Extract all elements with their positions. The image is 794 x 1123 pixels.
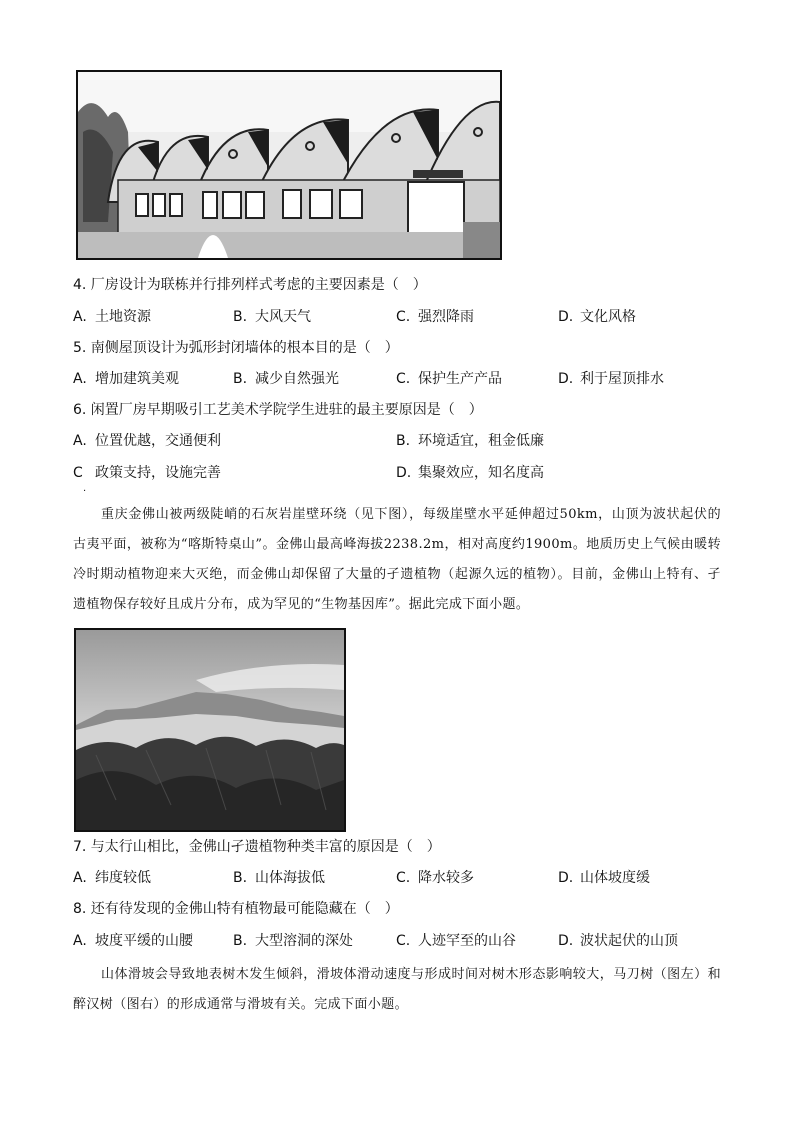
question-4-option-d[interactable]: D. 文化风格 bbox=[558, 309, 636, 325]
mountain-photo bbox=[74, 628, 346, 832]
question-8-option-a[interactable]: A. 坡度平缓的山腰 bbox=[73, 933, 193, 949]
stray-mark: · bbox=[83, 486, 87, 497]
question-6-option-c[interactable]: C 政策支持，设施完善 bbox=[73, 465, 221, 481]
question-6-option-d[interactable]: D. 集聚效应，知名度高 bbox=[396, 465, 544, 481]
passage-jinfoshan: 重庆金佛山被两级陡峭的石灰岩崖壁环绕（见下图），每级崖壁水平延伸超过50km，山顶为波状起伏的古夷平面，被称为“喀斯特桌山”。金佛山最高峰海拔2238.2m，相对高度约1900m。地质历史上气候由暖转冷时期动植物迎来大灭绝，而金佛山却保留了大量的孑遗植物（起源久远的植物）。目前，金佛山上特有、孑遗植物保存较好且成片分布，成为罕见的“生物基因库”。据此完成下面小题。 bbox=[73, 507, 721, 612]
question-8-stem: 8. 还有待发现的金佛山特有植物最可能隐藏在（ ） bbox=[73, 901, 399, 917]
question-6-option-b[interactable]: B. 环境适宜，租金低廉 bbox=[396, 433, 544, 449]
question-8-option-c[interactable]: C. 人迹罕至的山谷 bbox=[396, 933, 516, 949]
factory-photo bbox=[76, 70, 502, 260]
question-6-stem: 6. 闲置厂房早期吸引工艺美术学院学生进驻的最主要原因是（ ） bbox=[73, 402, 483, 418]
question-5-option-b[interactable]: B. 减少自然强光 bbox=[233, 371, 339, 387]
question-7-option-b[interactable]: B. 山体海拔低 bbox=[233, 870, 325, 886]
question-4-option-a[interactable]: A. 土地资源 bbox=[73, 309, 151, 325]
question-4-option-b[interactable]: B. 大风天气 bbox=[233, 309, 311, 325]
question-5-option-c[interactable]: C. 保护生产产品 bbox=[396, 371, 502, 387]
question-7-option-a[interactable]: A. 纬度较低 bbox=[73, 870, 151, 886]
question-5-stem: 5. 南侧屋顶设计为弧形封闭墙体的根本目的是（ ） bbox=[73, 340, 399, 356]
question-5-option-a[interactable]: A. 增加建筑美观 bbox=[73, 371, 179, 387]
question-4-stem: 4. 厂房设计为联栋并行排列样式考虑的主要因素是（ ） bbox=[73, 277, 427, 293]
question-8-option-b[interactable]: B. 大型溶洞的深处 bbox=[233, 933, 353, 949]
question-4-option-c[interactable]: C. 强烈降雨 bbox=[396, 309, 474, 325]
question-7-option-d[interactable]: D. 山体坡度缓 bbox=[558, 870, 650, 886]
question-7-stem: 7. 与太行山相比，金佛山孑遗植物种类丰富的原因是（ ） bbox=[73, 839, 441, 855]
passage-landslide: 山体滑坡会导致地表树木发生倾斜，滑坡体滑动速度与形成时间对树木形态影响较大，马刀树（图左）和醉汉树（图右）的形成通常与滑坡有关。完成下面小题。 bbox=[73, 967, 721, 1012]
question-6-option-a[interactable]: A. 位置优越，交通便利 bbox=[73, 433, 221, 449]
question-8-option-d[interactable]: D. 波状起伏的山顶 bbox=[558, 933, 678, 949]
question-7-option-c[interactable]: C. 降水较多 bbox=[396, 870, 474, 886]
question-5-option-d[interactable]: D. 利于屋顶排水 bbox=[558, 371, 664, 387]
